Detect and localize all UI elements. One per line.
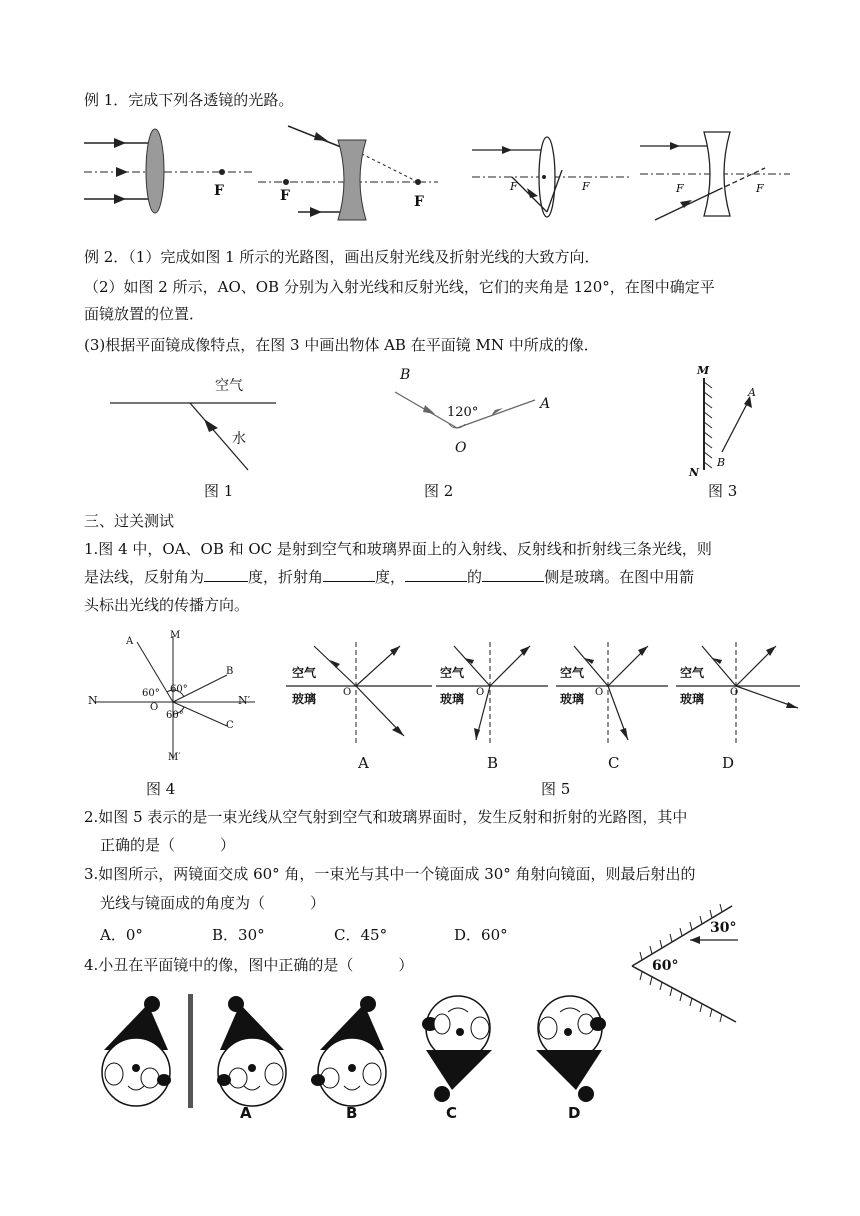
fig5-label-a: A	[358, 754, 369, 772]
lens-figure-3	[472, 130, 632, 220]
figure-1	[110, 370, 280, 475]
figure-2	[385, 370, 565, 470]
fig2-angle-label: 120°	[447, 405, 479, 420]
q3-option-a[interactable]: A．0°	[100, 926, 143, 944]
q3-line1: 3.如图所示，两镜面交成 60° 角，一束光与其中一个镜面成 30° 角射向镜面，则最后射出的	[84, 865, 696, 883]
lens1-f-label: F	[214, 183, 224, 199]
fig4-a-label: A	[126, 636, 134, 647]
lens4-f-left: F	[676, 182, 684, 195]
fig4-ang3-label: 60°	[166, 710, 184, 721]
lens3-f-left: F	[510, 180, 518, 193]
section3-title: 三、过关测试	[84, 512, 175, 530]
fig5c-o: O	[595, 687, 604, 698]
q3-option-c[interactable]: C．45°	[334, 926, 388, 944]
q1-reflect-blank[interactable]	[204, 567, 248, 582]
fig2-a-label: A	[540, 396, 551, 412]
example1-text: 例 1．完成下列各透镜的光路。	[84, 91, 294, 109]
fig4-caption: 图 4	[146, 780, 176, 798]
lens-figure-1	[84, 124, 254, 219]
fig3-a-label: A	[748, 386, 756, 399]
q1-line2: 是法线，反射角为 度，折射角 度， 的 侧是玻璃。在图中用箭	[84, 568, 695, 586]
q3-angle30-label: 30°	[710, 920, 737, 936]
fig3-caption: 图 3	[708, 482, 738, 500]
fig4-o-label: O	[150, 702, 159, 713]
clown-label-c: C	[446, 1104, 458, 1122]
q1-refract-blank[interactable]	[323, 567, 375, 582]
fig4-ang2-label: 60°	[170, 684, 188, 695]
fig5-caption: 图 5	[541, 780, 571, 798]
q2-line1: 2.如图 5 表示的是一束光线从空气射到空气和玻璃界面时，发生反射和折射的光路图，其中	[84, 808, 688, 826]
clown-original	[94, 994, 189, 1110]
fig1-air-label: 空气	[215, 378, 243, 394]
q3-angle60-label: 60°	[652, 958, 679, 974]
fig5d-air: 空气	[680, 666, 705, 680]
fig4-m2-label: M′	[168, 752, 181, 763]
fig4-n2-label: N′	[238, 694, 251, 707]
fig5d-o: O	[730, 687, 739, 698]
figure-4	[95, 630, 260, 765]
figure-3	[690, 368, 770, 473]
fig5-label-b: B	[487, 754, 499, 772]
fig1-caption: 图 1	[204, 482, 234, 500]
q1-line3: 头标出光线的传播方向。	[84, 596, 250, 614]
fig3-b-label: B	[717, 456, 726, 469]
lens-figure-4	[640, 128, 790, 223]
fig2-caption: 图 2	[424, 482, 454, 500]
clown-label-d: D	[568, 1104, 581, 1122]
fig3-m-label: M	[697, 364, 710, 377]
fig2-b-label: B	[400, 367, 411, 383]
q1-line1: 1.图 4 中，OA、OB 和 OC 是射到空气和玻璃界面上的入射线、反射线和折射线三条光线，则	[84, 540, 712, 558]
q2-line2: 正确的是（ ）	[100, 836, 236, 854]
fig5a-air: 空气	[292, 666, 317, 680]
fig1-water-label: 水	[232, 431, 246, 447]
fig5-label-c: C	[608, 754, 620, 772]
fig4-m-label: M	[170, 630, 181, 641]
lens-figure-2	[258, 124, 438, 224]
lens4-f-right: F	[756, 182, 764, 195]
clown-option-c[interactable]	[412, 994, 507, 1104]
fig5a-o: O	[343, 687, 352, 698]
clown-option-a[interactable]	[200, 994, 295, 1110]
clown-option-b[interactable]	[310, 994, 405, 1110]
lens2-f-right: F	[414, 194, 424, 210]
fig5c-glass: 玻璃	[560, 692, 585, 706]
fig4-c-label: C	[226, 720, 234, 731]
q1-side-blank-1[interactable]	[405, 567, 467, 582]
q3-option-d[interactable]: D．60°	[454, 926, 508, 944]
clown-label-a: A	[240, 1104, 252, 1122]
q1-side-blank-2[interactable]	[482, 567, 544, 582]
fig4-ang1-label: 60°	[142, 688, 160, 699]
lens3-f-right: F	[582, 180, 590, 193]
q3-line2: 光线与镜面成的角度为（ ）	[100, 894, 326, 912]
fig5c-air: 空气	[560, 666, 585, 680]
mirror-bar	[186, 994, 196, 1110]
clown-option-d[interactable]	[522, 994, 617, 1104]
fig5b-o: O	[476, 687, 485, 698]
fig2-o-label: O	[455, 440, 467, 456]
example2-line4: (3)根据平面镜成像特点，在图 3 中画出物体 AB 在平面镜 MN 中所成的像．	[84, 336, 599, 354]
lens2-f-left: F	[280, 188, 290, 204]
fig5-label-d: D	[722, 754, 735, 772]
fig5d-glass: 玻璃	[680, 692, 705, 706]
fig5b-air: 空气	[440, 666, 465, 680]
q3-option-b[interactable]: B．30°	[212, 926, 265, 944]
fig4-n-label: N	[88, 694, 98, 707]
fig5a-glass: 玻璃	[292, 692, 317, 706]
q4-line1: 4.小丑在平面镜中的像，图中正确的是（ ）	[84, 956, 414, 974]
fig4-b-label: B	[226, 666, 234, 677]
fig5b-glass: 玻璃	[440, 692, 465, 706]
example2-line1: 例 2．（1）完成如图 1 所示的光路图，画出反射光线及折射光线的大致方向．	[84, 248, 600, 266]
example2-line3: 面镜放置的位置．	[84, 305, 205, 323]
example2-line2: （2）如图 2 所示，AO、OB 分别为入射光线和反射光线，它们的夹角是 120°，在图中确定平	[84, 278, 715, 296]
fig3-n-label: N	[689, 466, 700, 479]
clown-label-b: B	[346, 1104, 358, 1122]
